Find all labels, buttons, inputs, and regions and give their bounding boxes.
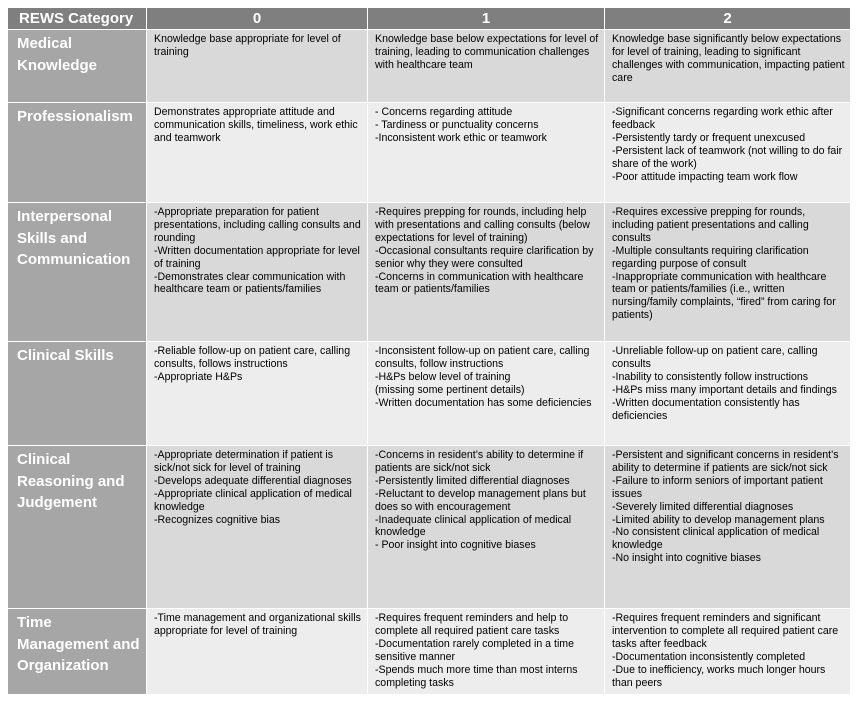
row-category: Clinical Reasoning and Judgement — [8, 446, 147, 609]
header-category: REWS Category — [8, 8, 147, 30]
rews-table — [7, 7, 851, 695]
row-category: Medical Knowledge — [8, 30, 147, 103]
level-2-cell: Knowledge base significantly below expectations for level of training, leading to significant challenges with communication, impacting patient care — [605, 30, 851, 103]
header-level-1: 1 — [368, 8, 605, 30]
level-0-cell: Knowledge base appropriate for level of training — [147, 30, 368, 103]
level-2-cell: -Persistent and significant concerns in resident’s ability to determine if patients are sick/not sick -Failure to inform seniors of important patient issues -Severely limited differential diagnoses -Limited ability to develop management plans -No consistent clinical application of medical knowledge -No insight into cognitive biases — [605, 446, 851, 609]
row-category: Interpersonal Skills and Communication — [8, 203, 147, 342]
row-category: Professionalism — [8, 103, 147, 203]
table-row — [8, 609, 851, 695]
table-row — [8, 342, 851, 446]
row-category: Time Management and Organization — [8, 609, 147, 695]
header-level-0: 0 — [147, 8, 368, 30]
level-1-cell: - Concerns regarding attitude - Tardiness or punctuality concerns -Inconsistent work ethic or teamwork — [368, 103, 605, 203]
table-row — [8, 446, 851, 609]
level-0-cell: Demonstrates appropriate attitude and communication skills, timeliness, work ethic and teamwork — [147, 103, 368, 203]
level-0-cell: -Time management and organizational skills appropriate for level of training — [147, 609, 368, 695]
level-2-cell: -Requires excessive prepping for rounds, including patient presentations and calling consults -Multiple consultants requiring clarification regarding purpose of consult -Inappropriate communication with healthcare team or patients/families (i.e., written nursing/family complaints, “fired” from caring for patients) — [605, 203, 851, 342]
level-1-cell: -Requires prepping for rounds, including help with presentations and calling consults (below expectations for level of training) -Occasional consultants require clarification by senior why they were consulted -Concerns in communication with healthcare team or patients/families — [368, 203, 605, 342]
table-row — [8, 103, 851, 203]
level-0-cell: -Appropriate preparation for patient presentations, including calling consults and rounding -Written documentation appropriate for level of training -Demonstrates clear communication with healthcare team or patients/families — [147, 203, 368, 342]
level-2-cell: -Unreliable follow-up on patient care, calling consults -Inability to consistently follow instructions -H&Ps miss many important details and findings -Written documentation consistently has deficiencies — [605, 342, 851, 446]
level-0-cell: -Reliable follow-up on patient care, calling consults, follows instructions -Appropriate H&Ps — [147, 342, 368, 446]
table-row — [8, 203, 851, 342]
table-row — [8, 30, 851, 103]
level-1-cell: -Concerns in resident’s ability to determine if patients are sick/not sick -Persistently limited differential diagnoses -Reluctant to develop management plans but does so with encouragement -Inadequate clinical application of medical knowledge - Poor insight into cognitive biases — [368, 446, 605, 609]
row-category: Clinical Skills — [8, 342, 147, 446]
level-2-cell: -Requires frequent reminders and significant intervention to complete all required patient care tasks after feedback -Documentation inconsistently completed -Due to inefficiency, works much longer hours than peers — [605, 609, 851, 695]
level-1-cell: Knowledge base below expectations for level of training, leading to communication challenges with healthcare team — [368, 30, 605, 103]
level-1-cell: -Inconsistent follow-up on patient care, calling consults, follow instructions -H&Ps below level of training (missing some pertinent details) -Written documentation has some deficiencies — [368, 342, 605, 446]
level-2-cell: -Significant concerns regarding work ethic after feedback -Persistently tardy or frequent unexcused -Persistent lack of teamwork (not willing to do fair share of the work) -Poor attitude impacting team work flow — [605, 103, 851, 203]
header-level-2: 2 — [605, 8, 851, 30]
level-1-cell: -Requires frequent reminders and help to complete all required patient care tasks -Documentation rarely completed in a time sensitive manner -Spends much more time than most interns completing tasks — [368, 609, 605, 695]
level-0-cell: -Appropriate determination if patient is sick/not sick for level of training -Develops adequate differential diagnoses -Appropriate clinical application of medical knowledge -Recognizes cognitive bias — [147, 446, 368, 609]
header-row — [8, 8, 851, 30]
